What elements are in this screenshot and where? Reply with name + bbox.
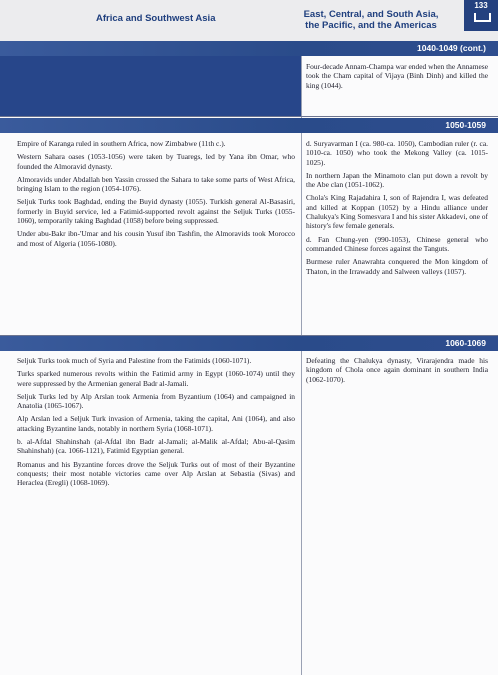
- page-number: 133: [474, 1, 488, 10]
- entry-paragraph: b. al-Afdal Shahinshah (al-Afdal ibn Badr al-Jamali; al-Malik al-Afdal; Abu-al-Qasim Shahinshah) (ca. 1066-1121), Fatimid Egyptian general.: [17, 437, 295, 456]
- section-divider: [0, 116, 498, 117]
- entry-paragraph: d. Fan Chung-yen (990-1053), Chinese general who commanded Chinese forces against the Tanguts.: [306, 234, 488, 253]
- left-column-heading: Africa and Southwest Asia: [96, 13, 216, 24]
- left-entries-1060: [17, 356, 295, 492]
- entry-paragraph: Seljuk Turks led by Alp Arslan took Armenia from Byzantium (1064) and campaigned in Anatolia (1065-1067).: [17, 391, 295, 411]
- right-entries-1040: [306, 62, 488, 94]
- entry-paragraph: Western Sahara oases (1053-1056) were taken by Tuaregs, led by Yana ibn Omar, who founded the Almoravid dynasty.: [17, 152, 295, 171]
- section-header-1050: [0, 118, 498, 133]
- entry-paragraph: Four-decade Annam-Champa war ended when the Annamese took the Cham capital of Vijaya (Binh Dinh) and killed the king (1044).: [306, 62, 489, 90]
- section-header-1040: [0, 41, 498, 56]
- left-entries-1050: [17, 139, 295, 252]
- page-tab-bracket-icon: [474, 13, 491, 22]
- entry-paragraph: Burmese ruler Anawrahta conquered the Mon kingdom of Thaton, in the Irrawaddy and Salween valleys (1057).: [306, 257, 488, 276]
- entry-paragraph: Almoravids under Abdallah ben Yassin crossed the Sahara to take some parts of West Africa, bringing Islam to the region (1054-1076).: [17, 174, 295, 194]
- empty-left-cell-1040: [0, 56, 301, 116]
- entry-paragraph: Seljuk Turks took Baghdad, ending the Buyid dynasty (1055). Turkish general Al-Basasiri, formerly in Buyid service, led a Fatimid-supported revolt against the Seljuk Turks (1055-1060), temporarily taking Baghdad (1058) before being suppressed.: [17, 197, 295, 226]
- entry-paragraph: Turks sparked numerous revolts within the Fatimid army in Egypt (1060-1074) until they were suppressed by the Armenian general Badr al-Jamali.: [17, 369, 295, 388]
- entry-paragraph: Romanus and his Byzantine forces drove the Seljuk Turks out of most of their Byzantine conquests; their most notable victories came over Alp Arslan at Sebastia (Sivas) and Heraclea (Eregli) (1068-1069).: [17, 459, 295, 488]
- entry-paragraph: d. Suryavarman I (ca. 980-ca. 1050), Cambodian ruler (r. ca. 1010-ca. 1050) who took the Mekong Valley (ca. 1015-1025).: [306, 139, 488, 167]
- section-label: 1050-1059: [445, 120, 486, 130]
- right-entries-1050: [306, 139, 488, 280]
- entry-paragraph: Chola's King Rajadahira I, son of Rajendra I, was defeated and killed at Koppan (1052) by a Hindu alliance under Chalukya's King Somesvara I and his sister Akkadevi, one of history's few female generals.: [306, 193, 488, 231]
- entry-paragraph: Defeating the Chalukya dynasty, Virarajendra made his kingdom of Chola once again dominant in southern India (1062-1070).: [306, 356, 488, 384]
- section-header-1060: [0, 336, 498, 351]
- entry-paragraph: Alp Arslan led a Seljuk Turk invasion of Armenia, taking the capital, Ani (1064), and also attacking Byzantine lands, notably in northern Syria (1068-1071).: [17, 414, 295, 433]
- entry-paragraph: Seljuk Turks took much of Syria and Palestine from the Fatimids (1060-1071).: [17, 356, 252, 365]
- entry-paragraph: In northern Japan the Minamoto clan put down a revolt by the Abe clan (1051-1062).: [306, 170, 488, 190]
- page-number-tab: [464, 0, 498, 31]
- section-label: 1040-1049 (cont.): [417, 43, 486, 53]
- section-label: 1060-1069: [445, 338, 486, 348]
- entry-paragraph: Under abu-Bakr ibn-'Umar and his cousin Yusuf ibn Tashfin, the Almoravids took Morocco and most of Algeria (1056-1080).: [17, 229, 295, 248]
- right-entries-1060: [306, 356, 488, 388]
- entry-paragraph: Empire of Karanga ruled in southern Africa, now Zimbabwe (11th c.).: [17, 139, 226, 148]
- right-column-heading: East, Central, and South Asia, the Pacific, and the Americas: [303, 9, 439, 31]
